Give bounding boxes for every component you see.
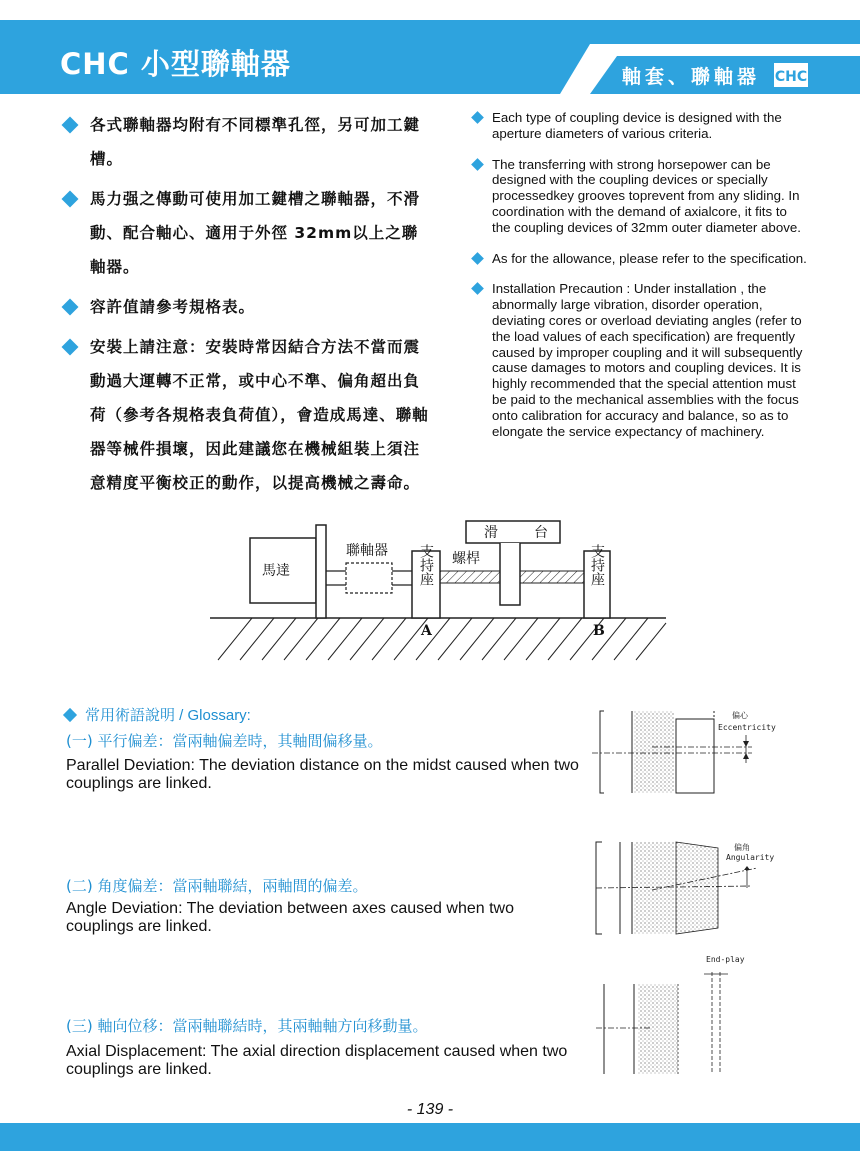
support-a-label: 支持座 [418,544,434,586]
en-note-1: Each type of coupling device is designed with the aperture diameters of various criteria. [470,110,808,142]
diamond-bullet-icon [62,339,79,356]
eccentricity-figure [592,705,782,800]
english-notes [470,110,808,454]
screw-label: 螺桿 [452,551,480,567]
end-play-figure [592,950,782,1080]
svg-text:CHC: CHC [774,69,808,85]
cn-note-4: 安裝上請注意：安裝時常因結合方法不當而震動過大運轉不正常，或中心不準、偏角超出負荷（參考各規格表負荷值），會造成馬達、聯軸器等械件損壞，因此建議您在機械組裝上須注意精度平衡校正的動作，以提高機械之壽命。 [62,330,434,500]
en-note-2: The transferring with strong horsepower can be designed with the coupling devices or specially processedkey grooves toprevent from any sliding. In coordination with the demand of axialcore, it fits to the coupling devices of 32mm outer diameter above. [470,157,808,236]
page-title: CHC 小型聯軸器 [60,47,291,81]
diamond-bullet-icon [62,299,79,316]
point-b-label: B [593,623,605,639]
slide-label-left: 滑 [484,525,498,541]
page-number: - 139 - [406,1101,454,1118]
diamond-bullet-icon [471,158,484,171]
slide-label-right: 台 [534,525,548,541]
glossary-heading: 常用術語說明 / Glossary: [62,704,251,725]
motor-label: 馬達 [262,563,290,579]
axial-displacement-cn: (三) 軸向位移：當兩軸聯結時，其兩軸軸方向移動量。 [66,1017,428,1035]
en-note-3: As for the allowance, please refer to the specification. [470,251,808,267]
diamond-bullet-icon [471,283,484,296]
diamond-bullet-icon [471,111,484,124]
angularity-en-label: Angularity [726,853,775,862]
cn-note-1: 各式聯軸器均附有不同標準孔徑，另可加工鍵槽。 [62,108,432,176]
end-play-label: End-play [706,955,745,964]
coupling-label: 聯軸器 [346,543,388,559]
chc-logo-icon [774,63,808,87]
point-a-label: A [421,623,432,639]
diamond-bullet-icon [62,191,79,208]
cn-note-2: 馬力强之傳動可使用加工鍵槽之聯軸器，不滑動、配合軸心、適用于外徑 32mm以上之聯軸器。 [62,182,434,284]
support-b-label: 支持座 [589,544,605,586]
angle-deviation-cn: (二) 角度偏差：當兩軸聯結，兩軸間的偏差。 [66,877,368,895]
angle-deviation-en: Angle Deviation: The deviation between axes caused when two couplings are linked. [66,900,514,935]
parallel-deviation-cn: (一) 平行偏差：當兩軸偏差時，其軸間偏移量。 [66,732,383,750]
parallel-deviation-en: Parallel Deviation: The deviation distance on the midst caused when two couplings are linked. [66,757,579,792]
section-subtitle: 軸套、聯軸器 [622,66,761,88]
eccentricity-cn-label: 偏心 [732,711,748,720]
angularity-cn-label: 偏角 [734,843,750,852]
axial-displacement-en: Axial Displacement: The axial direction displacement caused when two couplings are linked. [66,1043,568,1078]
chinese-notes [62,108,442,500]
diamond-bullet-icon [63,708,77,722]
assembly-diagram [200,515,670,665]
top-margin [0,0,860,20]
footer-band [0,1123,860,1151]
diamond-bullet-icon [62,117,79,134]
eccentricity-en-label: Eccentricity [718,723,776,732]
en-note-4: Installation Precaution : Under installation , the abnormally large vibration, disorder operation, deviating cores or overload deviating angles (refer to the load values of each specification) are frequently caused by improper coupling and it will subsequently cause damages to motors and coupling devices. It is highly recommended that the special attention must be paid to the mechanical assemblies with the focus onto calibration for accuracy and balance, so as to elongate the service expectancy of machinery. [470,281,808,439]
diamond-bullet-icon [471,252,484,265]
cn-note-3: 容許值請參考規格表。 [62,290,442,324]
angularity-figure [592,838,782,938]
